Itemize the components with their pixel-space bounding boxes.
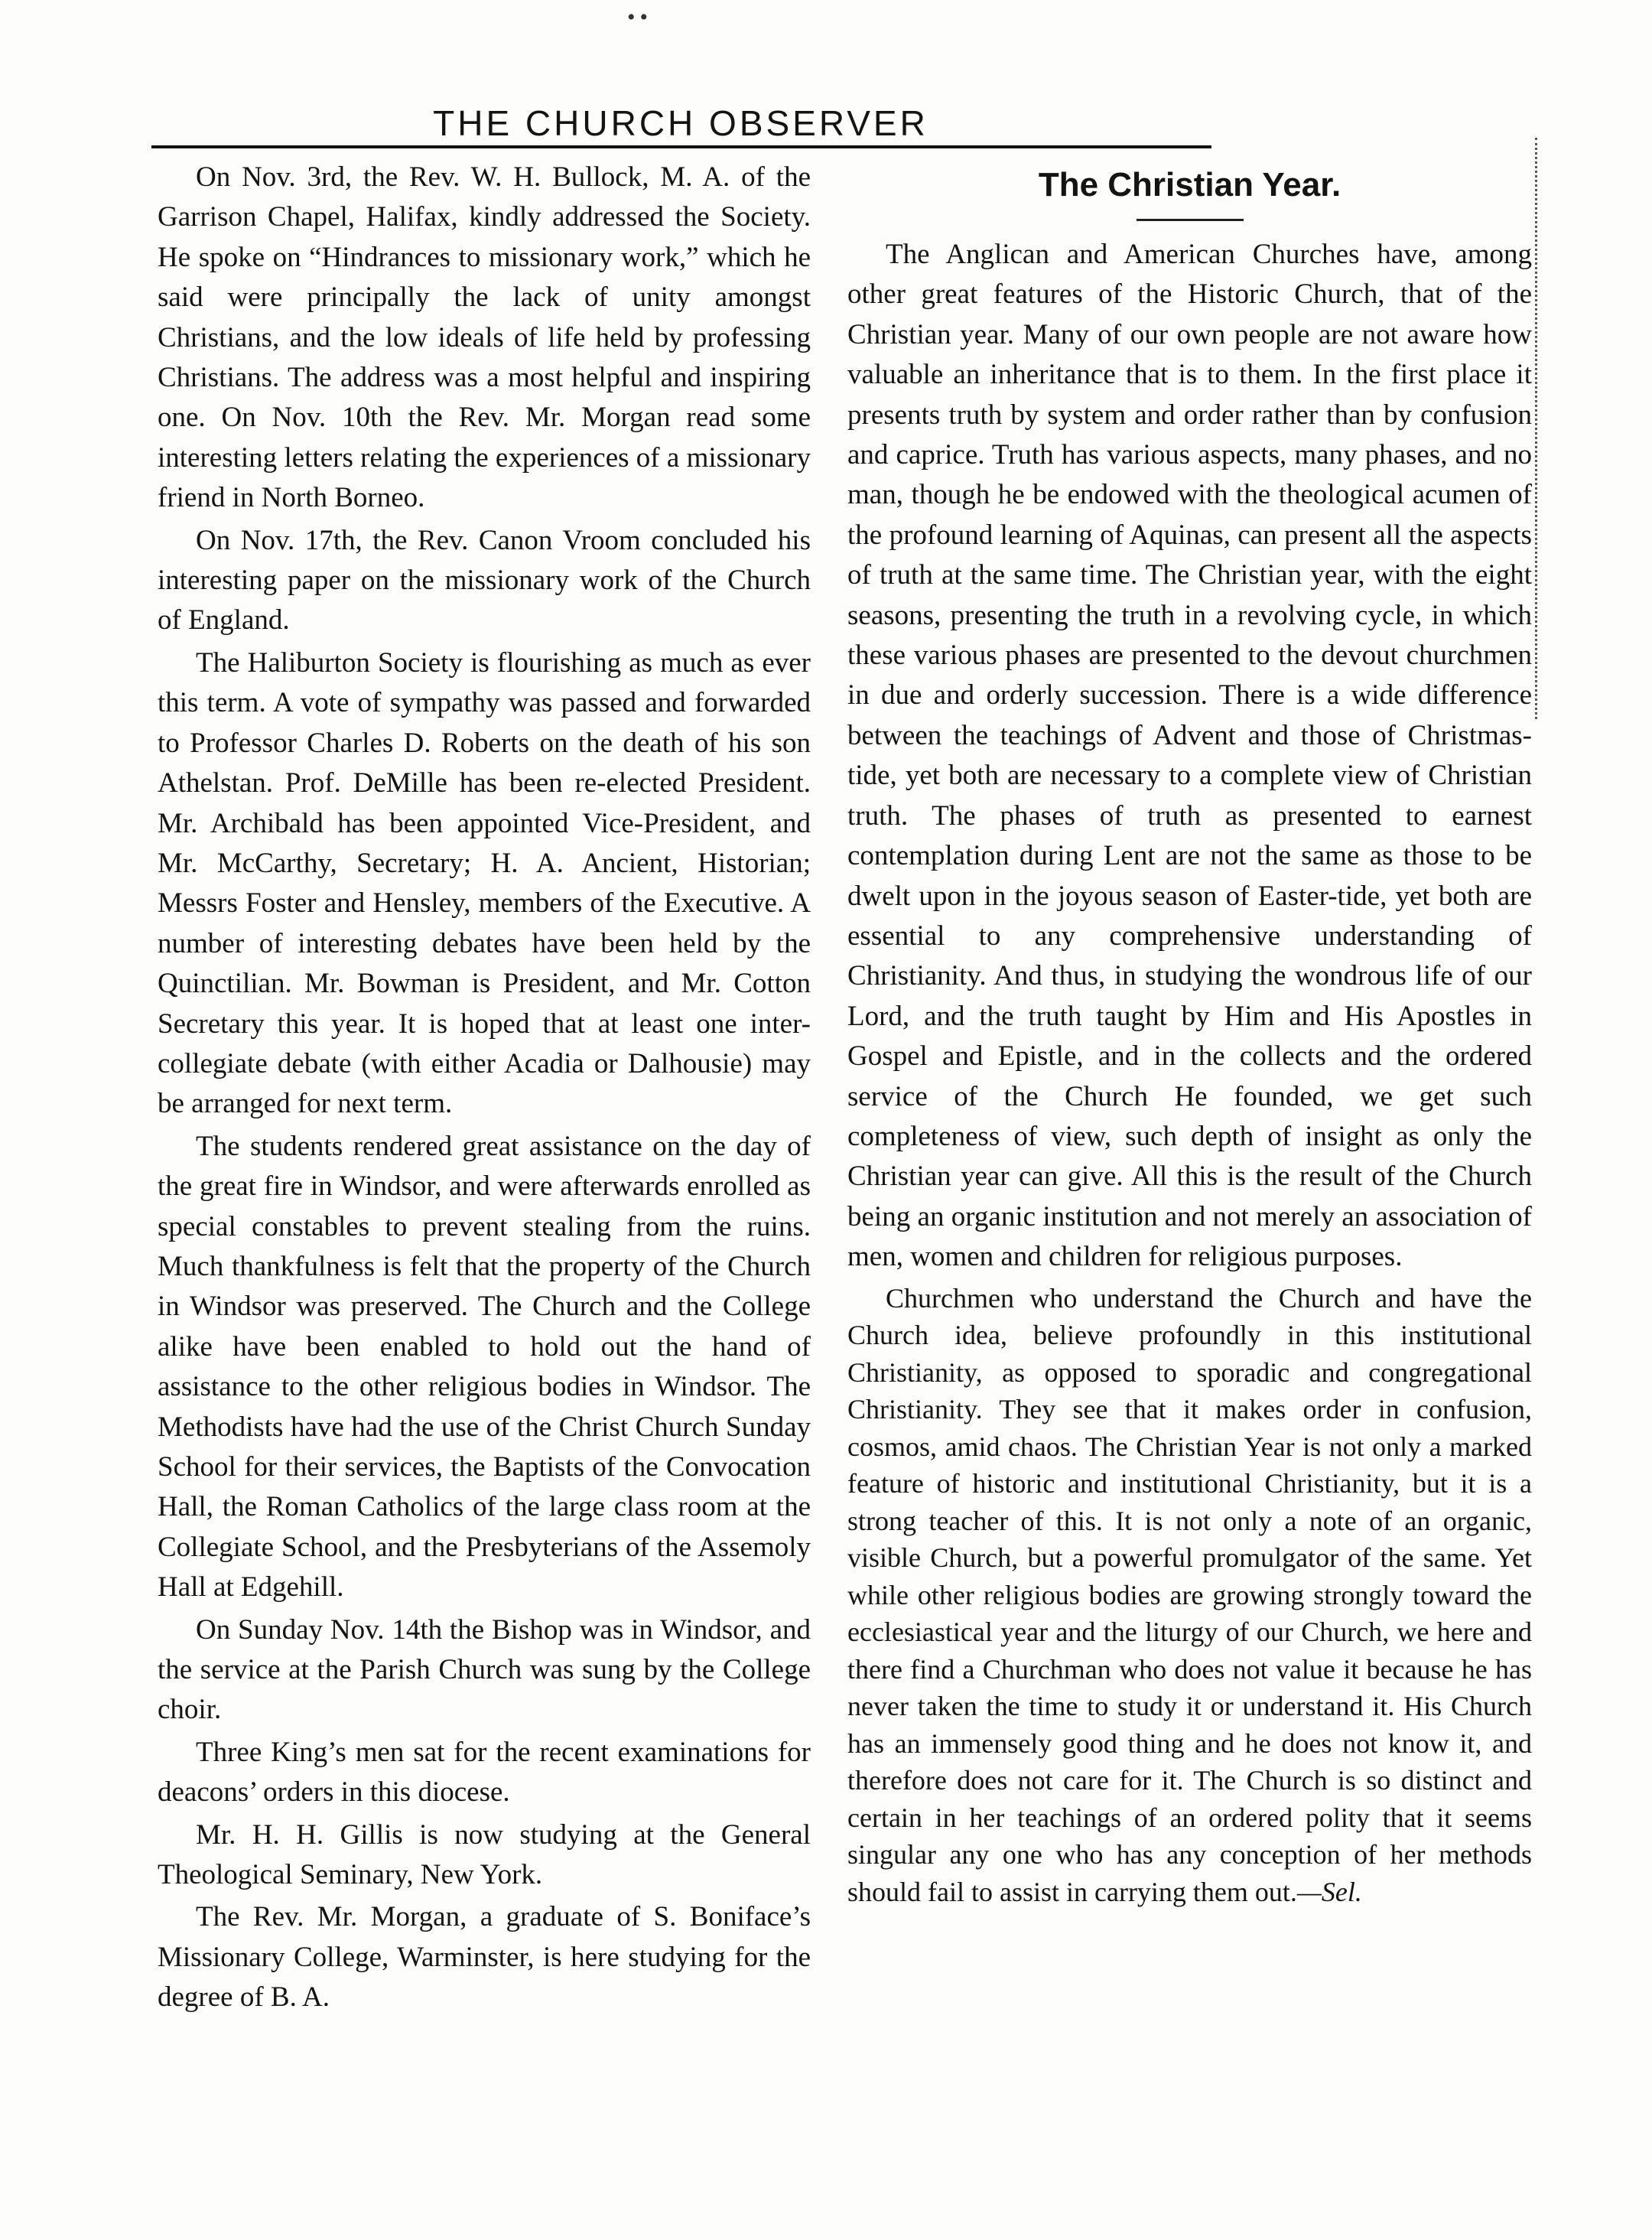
paragraph-canon-vroom: On Nov. 17th, the Rev. Canon Vroom concluded his interesting paper on the missionary work of the Church of England. (158, 524, 811, 637)
paragraph-windsor-fire: The students rendered great assistance on the day of the great fire in Windsor, and were afterwards enrolled as special constables to prevent stealing from the ruins. Much thankfulness is felt that the property of the Church in Windsor was preserved. The Church and the College alike have been enabled to hold out the hand of assistance to the other religious bodies in Windsor. The Methodists have had the use of the Christ Church Sunday School for their services, the Baptists of the Convocation Hall, the Roman Catholics of the large class room at the Collegiate School, and the Presbyterians of the Assemoly Hall at Edgehill. (158, 1130, 811, 1603)
article-body-continued (847, 1280, 1532, 1911)
article-body-continued-text: Churchmen who understand the Church and have the Church idea, believe profoundly in this institutional Christianity, as opposed to sporadic and congregational Christianity. They see that it makes order in confusion, cosmos, amid chaos. The Christian Year is not only a marked feature of historic and institutional Christianity, but it is a strong teacher of this. It is not only a note of an organic, visible Church, but a powerful promulgator of the same. Yet while other religious bodies are growing strongly toward the ecclesiastical year and the liturgy of our Church, we here and there find a Churchman who does not value it because he has never taken the time to study it or understand it. His Church has an immensely good thing and he does not know it, and therefore does not care for it. The Church is so distinct and certain in her teachings of an ordered polity that it seems singular any one who has any conception of her methods should fail to assist in carrying them out. (847, 1282, 1532, 1907)
page-top-edge-marks: • • (627, 5, 649, 30)
article-body: The Anglican and American Churches have, among other great features of the Historic Church, that of the Christian year. Many of our own people are not aware how valuable an inheritance that is to them. In the first place it presents truth by system and order rather than by confusion and caprice. Truth has various aspects, many phases, and no man, though he be endowed with the theological acumen of the profound learning of Aquinas, can present all the aspects of truth at the same time. The Christian year, with the eight seasons, presenting the truth in a revolving cycle, in which these various phases are presented to the devout churchmen in due and orderly succession. There is a wide difference between the teachings of Advent and those of Christmas-tide, yet both are necessary to a complete view of Christian truth. The phases of truth as presented to earnest contemplation during Lent are not the same as those to be dwelt upon in the joyous season of Easter-tide, yet both are essential to any comprehensive understanding of Christianity. And thus, in studying the wondrous life of our Lord, and the truth taught by Him and His Apostles in Gospel and Epistle, and in the collects and the ordered service of the Church He founded, we get such completeness of view, such depth of insight as only the Christian year can give. All this is the result of the Church being an organic institution and not merely an association of men, women and children for religious purposes. (847, 239, 1532, 1273)
paragraph-deacons-exams: Three King’s men sat for the recent examinations for deacons’ orders in this diocese. (158, 1736, 811, 1809)
masthead-rule (151, 145, 1211, 148)
title-rule (1137, 219, 1244, 221)
left-column (158, 158, 811, 2020)
paragraph-gillis: Mr. H. H. Gillis is now studying at the General Theological Seminary, New York. (158, 1818, 811, 1891)
adjacent-page-edge-fragment (1535, 138, 1652, 719)
masthead-title: THE CHURCH OBSERVER (433, 103, 928, 143)
article-title: The Christian Year. (1038, 166, 1341, 203)
article-byline: —Sel. (1296, 1876, 1362, 1907)
paragraph-bishop-visit: On Sunday Nov. 14th the Bishop was in Windsor, and the service at the Parish Church was sung by the College choir. (158, 1613, 811, 1726)
paragraph-society-address: On Nov. 3rd, the Rev. W. H. Bullock, M. A. of the Garrison Chapel, Halifax, kindly addressed the Society. He spoke on “Hindrances to missionary work,” which he said were principally the lack of unity amongst Christians, and the low ideals of life held by professing Christians. The address was a most helpful and inspiring one. On Nov. 10th the Rev. Mr. Morgan read some interesting letters relating the experiences of a missionary friend in North Borneo. (158, 161, 811, 514)
paragraph-morgan-degree: The Rev. Mr. Morgan, a graduate of S. Boniface’s Missionary College, Warminster, is here studying for the degree of B. A. (158, 1901, 811, 2014)
right-column (847, 158, 1532, 1913)
paragraph-haliburton-society: The Haliburton Society is flourishing as much as ever this term. A vote of sympathy was passed and forwarded to Professor Charles D. Roberts on the death of his son Athelstan. Prof. DeMille has been re-elected President. Mr. Archibald has been appointed Vice-President, and Mr. McCarthy, Secretary; H. A. Ancient, Historian; Messrs Foster and Hensley, members of the Executive. A number of interesting debates have been held by the Quinctilian. Mr. Bowman is President, and Mr. Cotton Secretary this year. It is hoped that at least one inter-collegiate debate (with either Acadia or Dalhousie) may be arranged for next term. (158, 646, 811, 1120)
